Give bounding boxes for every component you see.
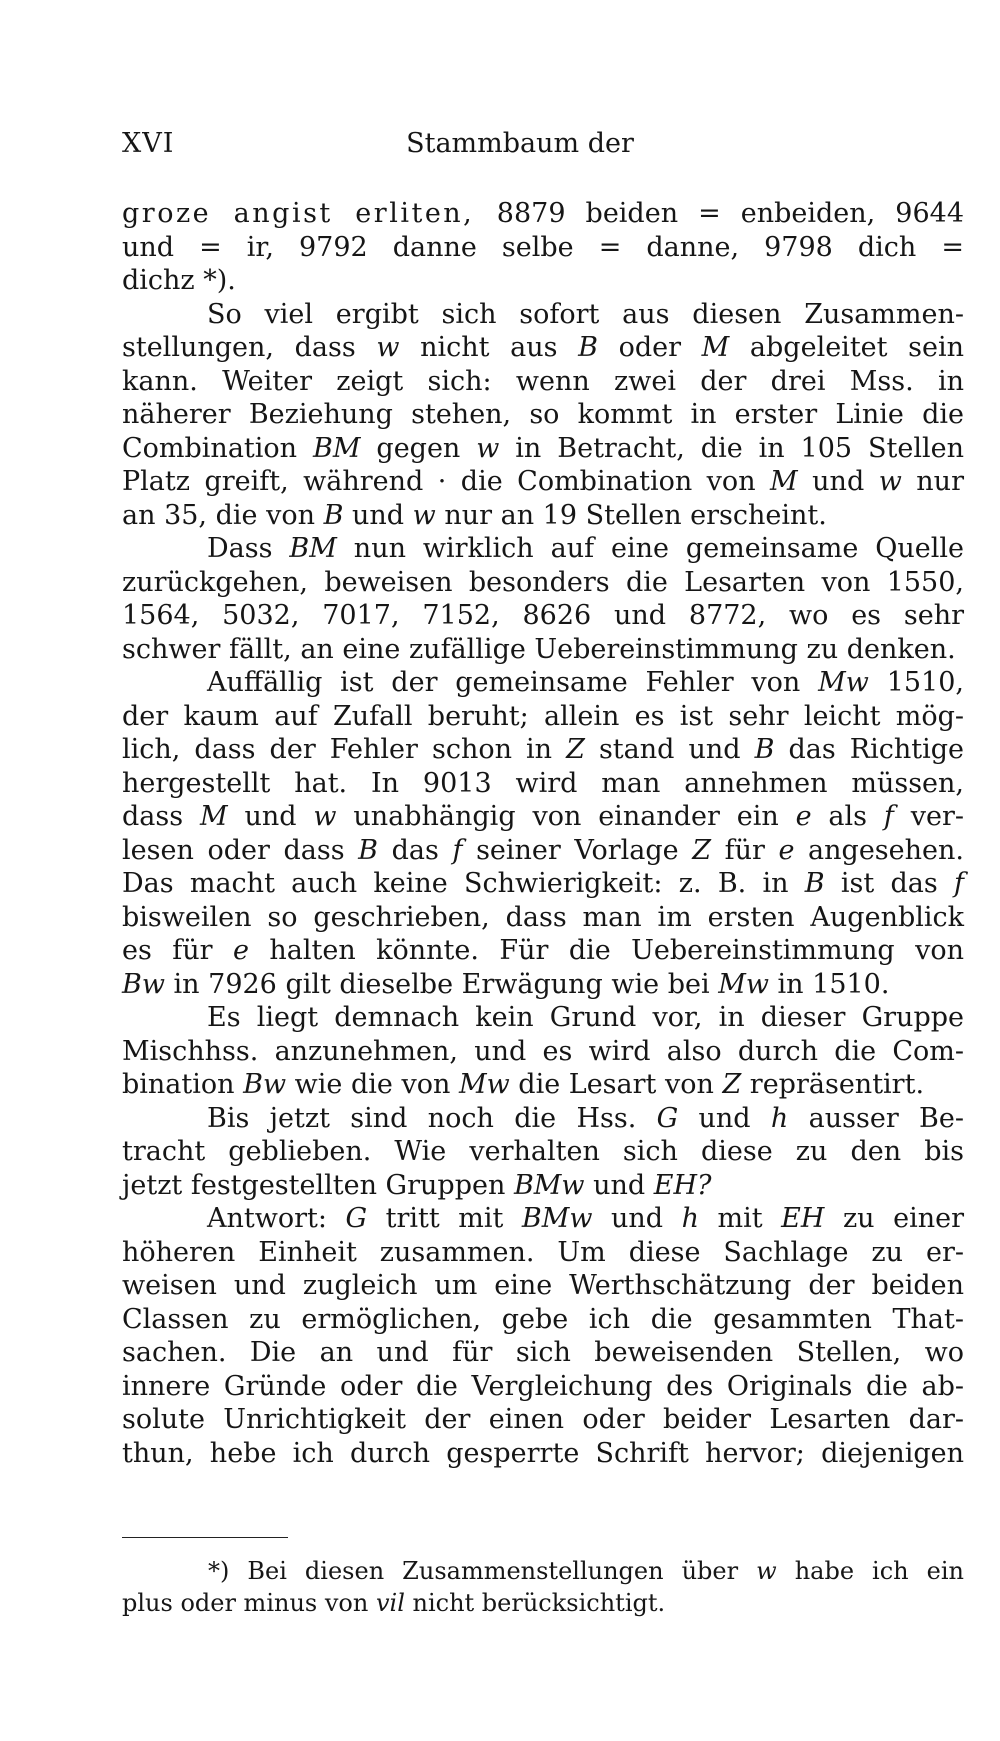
text-line bbox=[122, 499, 964, 533]
italic-siglum: BM bbox=[312, 432, 361, 464]
text-run: und bbox=[797, 466, 879, 497]
text-run: lich, dass der Fehler schon in bbox=[122, 734, 567, 765]
text-run: habe ich ein bbox=[776, 1557, 964, 1585]
text-run: *) Bei diesen Zusammenstellungen über bbox=[208, 1557, 757, 1585]
text-line bbox=[122, 365, 964, 399]
text-line bbox=[122, 331, 964, 365]
text-run: Platz greift, während · die Combination von bbox=[122, 466, 771, 497]
text-line bbox=[122, 767, 964, 801]
text-line bbox=[122, 398, 964, 432]
text-run: Antwort: bbox=[207, 1203, 346, 1234]
italic-siglum: h bbox=[681, 1203, 699, 1234]
text-line bbox=[122, 1370, 964, 1404]
italic-siglum: M bbox=[199, 801, 228, 832]
text-run: halten könnte. Für die Uebereinstimmung von bbox=[248, 935, 964, 966]
italic-siglum: Mw bbox=[718, 968, 769, 1000]
text-run: angesehen. bbox=[794, 834, 964, 866]
italic-siglum: e bbox=[778, 834, 795, 866]
text-line bbox=[122, 1102, 964, 1136]
italic-siglum: B bbox=[804, 868, 825, 899]
italic-siglum: w bbox=[476, 432, 500, 464]
text-run: Bis jetzt sind noch die Hss. bbox=[207, 1102, 657, 1134]
italic-siglum: e bbox=[795, 801, 812, 832]
italic-siglum: Z bbox=[692, 834, 711, 866]
text-line bbox=[122, 633, 964, 667]
text-run: nur an 19 Stellen erscheint. bbox=[435, 499, 827, 531]
text-run: der kaum auf Zufall beruht; allein es ist sehr leicht mög- bbox=[122, 700, 964, 732]
text-run: nicht berücksichtigt. bbox=[404, 1589, 666, 1617]
text-line bbox=[122, 1169, 964, 1203]
italic-siglum: Bw bbox=[122, 968, 165, 1000]
italic-siglum: G bbox=[345, 1203, 368, 1234]
text-run: und bbox=[678, 1102, 771, 1134]
italic-siglum: Bw bbox=[243, 1069, 287, 1100]
text-run: das Richtige bbox=[774, 734, 964, 765]
italic-siglum: EH bbox=[781, 1203, 825, 1234]
italic-siglum: w bbox=[878, 466, 902, 497]
italic-siglum: Mw bbox=[818, 667, 869, 698]
text-line bbox=[122, 264, 964, 298]
italic-siglum: EH? bbox=[653, 1169, 712, 1201]
text-run: und bbox=[592, 1203, 682, 1234]
text-line bbox=[122, 231, 964, 265]
text-run: und bbox=[227, 801, 314, 832]
italic-siglum: e bbox=[232, 935, 249, 966]
running-title: Stammbaum der bbox=[406, 128, 634, 159]
text-run: zurückgehen, beweisen besonders die Lesarten von 1550, bbox=[122, 566, 964, 598]
text-run: schwer fällt, an eine zufällige Uebereinstimmung zu denken. bbox=[122, 633, 956, 665]
text-line bbox=[122, 1135, 964, 1169]
text-run: und bbox=[584, 1169, 654, 1201]
text-line bbox=[122, 700, 964, 734]
text-run: sachen. Die an und für sich beweisenden Stellen, wo bbox=[122, 1337, 964, 1368]
text-line bbox=[122, 1236, 964, 1270]
text-line bbox=[122, 197, 964, 231]
text-line bbox=[122, 1035, 964, 1069]
text-run: unabhängig von einander ein bbox=[336, 801, 796, 832]
italic-siglum: f bbox=[883, 801, 894, 832]
text-line bbox=[122, 968, 964, 1002]
text-run: es für bbox=[122, 935, 233, 966]
text-run: thun, hebe ich durch gesperrte Schrift hervor; diejenigen bbox=[122, 1437, 964, 1469]
italic-siglum: M bbox=[770, 466, 798, 497]
text-line bbox=[122, 1269, 964, 1303]
text-run: bination bbox=[122, 1069, 244, 1100]
italic-siglum: w bbox=[376, 332, 400, 363]
text-run: in Betracht, die in 105 Stellen bbox=[499, 432, 964, 464]
footnote bbox=[122, 1555, 964, 1619]
footnote-line bbox=[122, 1555, 964, 1587]
text-line bbox=[122, 432, 964, 466]
text-run: mit bbox=[699, 1203, 782, 1234]
text-run: kann. Weiter zeigt sich: wenn zwei der drei Mss. in bbox=[122, 365, 964, 397]
text-line bbox=[122, 834, 964, 868]
text-run: wie die von bbox=[286, 1069, 459, 1100]
italic-siglum: Z bbox=[566, 734, 585, 765]
italic-siglum: w bbox=[313, 801, 337, 832]
text-line bbox=[122, 934, 964, 968]
text-line bbox=[122, 566, 964, 600]
text-run: innere Gründe oder die Vergleichung des Originals die ab- bbox=[122, 1370, 964, 1402]
text-run: näherer Beziehung stehen, so kommt in erster Linie die bbox=[122, 399, 964, 430]
italic-siglum: G bbox=[656, 1102, 679, 1134]
text-line bbox=[122, 1336, 964, 1370]
text-line bbox=[122, 867, 964, 901]
running-header bbox=[122, 126, 918, 162]
italic-siglum: B bbox=[358, 834, 379, 866]
text-run: lesen oder dass bbox=[122, 834, 359, 866]
spaced-text: groze angist erliten, bbox=[122, 198, 497, 229]
italic-siglum: B bbox=[578, 332, 598, 363]
text-run: Dass bbox=[207, 533, 290, 564]
text-run: stellungen, dass bbox=[122, 332, 377, 363]
text-line bbox=[122, 1202, 964, 1236]
text-line bbox=[122, 532, 964, 566]
text-line bbox=[122, 666, 964, 700]
text-line bbox=[122, 1068, 964, 1102]
text-run: dass bbox=[122, 801, 200, 832]
text-run: für bbox=[710, 834, 779, 866]
text-line bbox=[122, 465, 964, 499]
text-run: nun wirklich auf eine gemeinsame Quelle bbox=[336, 533, 964, 564]
italic-siglum: f bbox=[452, 834, 463, 866]
text-run: Combination bbox=[122, 432, 313, 464]
italic-siglum: vil bbox=[375, 1589, 405, 1617]
text-run: Mischhss. anzunehmen, und es wird also durch die Com- bbox=[122, 1035, 964, 1067]
text-run: Auffällig ist der gemeinsame Fehler von bbox=[207, 667, 819, 698]
text-run: als bbox=[811, 801, 884, 832]
text-run: oder bbox=[597, 332, 702, 363]
italic-siglum: BMw bbox=[513, 1169, 585, 1201]
text-run: ist das bbox=[824, 868, 954, 899]
text-run: an 35, die von bbox=[122, 499, 324, 531]
text-run: gegen bbox=[360, 432, 477, 464]
text-run: in 7926 gilt dieselbe Erwägung wie bei bbox=[164, 968, 719, 1000]
text-run: Es liegt demnach kein Grund vor, in dieser Gruppe bbox=[207, 1002, 964, 1033]
italic-siglum: f bbox=[954, 868, 964, 899]
text-run: Das macht auch keine Schwierigkeit: z. B. in bbox=[122, 868, 805, 899]
text-run: und = ir, 9792 danne selbe = danne, 9798 dich = bbox=[122, 231, 964, 263]
text-run: nur bbox=[901, 466, 964, 497]
text-line bbox=[122, 599, 964, 633]
text-run: nicht aus bbox=[399, 332, 579, 363]
text-run: abgeleitet sein bbox=[729, 332, 964, 363]
text-run: tracht geblieben. Wie verhalten sich diese zu den bis bbox=[122, 1136, 964, 1167]
text-run: in 1510. bbox=[768, 968, 890, 1000]
text-run: bisweilen so geschrieben, dass man im ersten Augenblick bbox=[122, 901, 964, 933]
text-line bbox=[122, 901, 964, 935]
text-line bbox=[122, 733, 964, 767]
text-run: seiner Vorlage bbox=[462, 834, 693, 866]
italic-siglum: h bbox=[770, 1102, 789, 1134]
text-run: ausser Be- bbox=[788, 1102, 964, 1134]
text-run: Classen zu ermöglichen, gebe ich die gesammten That- bbox=[122, 1303, 964, 1335]
text-run: zu einer bbox=[824, 1203, 964, 1234]
page-number: XVI bbox=[122, 128, 175, 159]
text-run: jetzt festgestellten Gruppen bbox=[122, 1169, 514, 1201]
text-run: dichz *). bbox=[122, 265, 236, 296]
text-line bbox=[122, 1437, 964, 1471]
text-run: plus oder minus von bbox=[122, 1589, 376, 1617]
text-run: hergestellt hat. In 9013 wird man annehmen müssen, bbox=[122, 767, 964, 799]
text-run: ver- bbox=[893, 801, 964, 832]
italic-siglum: Mw bbox=[458, 1069, 510, 1100]
text-line bbox=[122, 298, 964, 332]
text-run: 1564, 5032, 7017, 7152, 8626 und 8772, wo es sehr bbox=[122, 600, 964, 631]
text-run: stand und bbox=[584, 734, 755, 765]
footnote-line bbox=[122, 1587, 964, 1619]
text-run: und bbox=[343, 499, 413, 531]
text-run: höheren Einheit zusammen. Um diese Sachlage zu er- bbox=[122, 1236, 964, 1268]
italic-siglum: B bbox=[754, 734, 775, 765]
italic-siglum: M bbox=[701, 332, 730, 363]
text-run: die Lesart von bbox=[509, 1069, 723, 1100]
italic-siglum: BMw bbox=[521, 1203, 593, 1234]
text-line bbox=[122, 1001, 964, 1035]
text-line bbox=[122, 800, 964, 834]
italic-siglum: w bbox=[756, 1557, 777, 1585]
italic-siglum: B bbox=[323, 499, 344, 531]
text-run: 8879 beiden = enbeiden, 9644 bbox=[496, 198, 964, 229]
body-text bbox=[122, 197, 964, 1470]
text-run: repräsentirt. bbox=[741, 1069, 925, 1100]
text-run: 1510, bbox=[868, 667, 964, 698]
italic-siglum: w bbox=[412, 499, 436, 531]
footnote-rule bbox=[122, 1537, 288, 1538]
text-run: solute Unrichtigkeit der einen oder beider Lesarten dar- bbox=[122, 1404, 964, 1435]
italic-siglum: Z bbox=[722, 1069, 742, 1100]
text-run: weisen und zugleich um eine Werthschätzung der beiden bbox=[122, 1270, 964, 1301]
italic-siglum: BM bbox=[289, 533, 337, 564]
text-run: So viel ergibt sich sofort aus diesen Zusammen- bbox=[207, 298, 964, 330]
text-line bbox=[122, 1403, 964, 1437]
text-line bbox=[122, 1303, 964, 1337]
text-run: das bbox=[378, 834, 453, 866]
text-run: tritt mit bbox=[367, 1203, 522, 1234]
